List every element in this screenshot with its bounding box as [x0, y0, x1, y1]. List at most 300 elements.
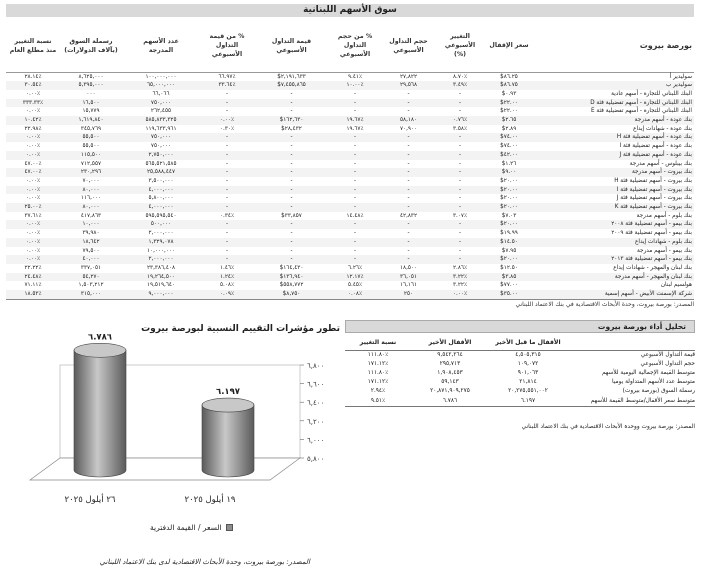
market-cell: ٦٥,٠٠٠,٠٠٠: [122, 81, 200, 90]
market-cell: ٠.٣٤٪: [219, 212, 235, 219]
bar: [74, 350, 126, 477]
market-cell: -: [436, 255, 484, 264]
market-cell: ٢,٠٠٠,٠٠٠: [148, 230, 174, 237]
market-cell: ٠.٠٨٪: [329, 290, 381, 299]
market-cell: $٢,١٩١,٦٣٣: [277, 73, 306, 80]
market-cell: -: [254, 255, 329, 264]
market-cell: -: [290, 177, 293, 184]
market-cell: -: [381, 168, 436, 177]
market-header-cell: رسملة السوق (بآلاف الدولارات): [60, 20, 122, 72]
table-row: [6, 212, 694, 221]
market-row-label: بنك عودة - أسهم مدرجة: [534, 116, 694, 125]
market-cell: -: [353, 195, 357, 202]
market-cell: -: [381, 238, 436, 247]
market-cell: -: [407, 143, 410, 150]
market-cell: ٠.٠٠٪: [25, 90, 41, 97]
analysis-cell: ١٧١.١٢٪: [367, 379, 389, 386]
market-cell: ١٠,٠٠٠: [60, 220, 122, 229]
market-cell: -: [458, 177, 462, 184]
x-tick-label: ١٩ أيلول ٢٠٢٥: [184, 495, 236, 505]
market-row-label: بنك لبنان والمهجر - أسهم مدرجة: [534, 273, 694, 282]
y-tick-label: ٦,٤٠٠: [307, 399, 325, 408]
market-cell: -: [458, 247, 462, 254]
analysis-cell: ٥٩,١٤٣: [441, 379, 459, 386]
analysis-row-label: متوسط القيمة الإجمالية اليومية للأسهم: [601, 369, 695, 376]
table-row: [6, 273, 694, 282]
analysis-cell: ٢١,٨١٤: [519, 379, 537, 386]
market-cell: -: [353, 177, 357, 184]
market-cell: ٥٥,٥٠٠: [82, 143, 100, 150]
market-cell: ٦.٢٦٪: [347, 264, 363, 271]
market-cell: ٥,٨٠٠,٠٠٠: [148, 195, 174, 202]
analysis-header-cell: الأقفال الأخير: [411, 336, 489, 350]
market-cell: ٣١٥,٠٠٠: [60, 290, 122, 299]
market-table-title: سوق الأسهم اللبنانية: [6, 4, 694, 17]
market-cell: -: [329, 151, 381, 160]
table-row: [6, 107, 694, 116]
market-cell: -: [200, 203, 254, 212]
market-cell: ٢٥.٠٠٪: [6, 203, 60, 212]
market-cell: -: [407, 230, 410, 237]
market-cell: ١٨,٥٠٠: [399, 264, 418, 271]
market-cell: ٦٦,٠٦٦: [152, 90, 170, 97]
market-table-header: [6, 20, 694, 72]
market-header-cell: التغيير الأسبوعي (%): [436, 20, 484, 72]
market-cell: ٣٧.٦١٪: [24, 212, 42, 219]
market-cell: -: [436, 133, 484, 142]
market-cell: $٧٤.٠٠: [500, 143, 518, 150]
market-cell: -: [329, 99, 381, 108]
market-cell: -: [225, 143, 229, 150]
market-cell: -: [458, 90, 462, 97]
market-row-label: بنك عودة - أسهم تفضيلية فئة H: [534, 133, 694, 142]
analysis-table-header: [345, 336, 695, 350]
market-cell: ١٩,٥١٩,٦٤٠: [146, 282, 176, 289]
market-cell: -: [200, 220, 254, 229]
table-row: [6, 160, 694, 169]
data-label: ٦.٧٨٦: [88, 332, 112, 343]
table-row: [6, 229, 694, 238]
market-cell: -: [225, 108, 229, 115]
market-cell: ٧٥٠,٠٠٠: [150, 143, 172, 150]
market-cell: ١٨.٥٣٪: [6, 290, 60, 299]
market-cell: ٢٨.١٤٪: [24, 73, 42, 80]
market-cell: ٣.٢٢٪: [452, 282, 468, 289]
table-row: [6, 177, 694, 186]
market-cell: ٠.٠٩٪: [200, 290, 254, 299]
market-cell: -: [200, 133, 254, 142]
table-row: [6, 72, 694, 81]
market-cell: -: [290, 160, 293, 167]
market-cell: $٢٠.٠٠: [484, 203, 534, 212]
market-cell: $٢٨,٤٣٢: [281, 125, 302, 132]
market-cell: $٧,٤٥٥,٨٦٥: [254, 81, 329, 90]
market-cell: ٧٠,٠٠٠: [82, 177, 100, 184]
market-cell: -: [329, 186, 381, 195]
market-header-cell: حجم التداول الأسبوعي: [381, 20, 436, 72]
market-cell: ٤٢,٨٣٢: [399, 212, 418, 219]
market-cell: ٠٠٠: [86, 90, 96, 97]
analysis-cell: ٢٩٥,٧١٣: [439, 360, 461, 367]
market-cell: $٧.٩٥: [501, 247, 517, 254]
market-cell: ٠.٠٠٪: [6, 220, 60, 229]
analysis-cell: ٤,٥٠٥,٣١٥: [515, 351, 541, 358]
legend-label: السعر / القيمة الدفترية: [150, 523, 222, 532]
market-row-label: بنك عودة - أسهم تفضيلية فئة J: [534, 151, 694, 160]
market-cell: ٠.٠٠٪: [6, 238, 60, 247]
analysis-row-label: رسملة السوق (بورصة بيروت): [622, 388, 695, 395]
market-cell: -: [290, 143, 293, 150]
analysis-cell: ٢.٩٤٪: [370, 388, 386, 395]
chart-floor: [30, 458, 300, 480]
market-cell: -: [290, 90, 293, 97]
market-cell: ١٦,١٦١: [399, 282, 418, 289]
market-row-label: بنك بيروت - أسهم تفضيلية فئة J: [616, 195, 692, 202]
market-row-label: بنك بيروت - أسهم تفضيلية فئة H: [614, 177, 692, 184]
analysis-row-label: حجم التداول الأسبوعي: [640, 360, 695, 367]
market-header-cell: سعر الإقفال: [484, 20, 534, 72]
market-cell: ٥٩٥,٥٩٥,٥٤٠: [145, 212, 177, 219]
analysis-table-source: المصدر: بورصة بيروت ووحدة الأبحاث الاقتصادية في بنك الاعتماد اللبناني: [521, 424, 695, 430]
market-header-cell: بورصة بيروت: [534, 20, 694, 72]
market-cell: ١٥,٧٧٩: [82, 108, 100, 115]
market-cell: -: [329, 133, 381, 142]
market-cell: -: [225, 230, 229, 237]
market-cell: -: [407, 247, 410, 254]
market-table: [6, 20, 694, 300]
market-cell: -: [329, 238, 381, 247]
market-cell: ٣٠.٥٤٪: [6, 81, 60, 90]
market-cell: ٠.٧٦٪: [436, 116, 484, 125]
market-cell: ٠.٠٠٪: [25, 177, 41, 184]
market-row-label: بنك بيبلوس - أسهم مدرجة: [629, 160, 692, 167]
analysis-row: [345, 360, 695, 369]
table-row: [6, 247, 694, 256]
market-cell: ٥٠٠,٠٠٠: [122, 220, 200, 229]
analysis-table: [345, 336, 695, 407]
market-cell: ٢٢.٩٨٪: [24, 125, 42, 132]
market-cell: $٧٤.٠٠: [484, 133, 534, 142]
market-cell: ١٩.٦٧٪: [346, 125, 364, 132]
market-cell: $٠.٩٣: [501, 90, 517, 97]
market-cell: $٢٠.٠٠: [500, 177, 518, 184]
market-row-label: بنك بيروت - أسهم مدرجة: [534, 168, 694, 177]
market-cell: ٨,٦٢٥,٠٠٠: [78, 73, 104, 80]
market-cell: $٣٣,٨٥٧: [281, 212, 302, 219]
market-cell: $١٩.٩٩: [500, 230, 518, 237]
market-cell: -: [290, 230, 293, 237]
market-cell: $٢٠.٠٠: [484, 186, 534, 195]
market-header-cell: % من قيمة التداول الأسبوعي: [200, 20, 254, 72]
market-cell: ٤٧.٠٠٪: [6, 168, 60, 177]
market-cell: -: [407, 195, 410, 202]
market-cell: ٢٢.٢٢٪: [24, 264, 42, 271]
analysis-cell: ٢٠,٨٧١,٩٠٩,٢٧٥: [430, 388, 470, 395]
market-cell: ١٦,٥٠٠: [60, 99, 122, 108]
market-cell: $٤٢.٠٠: [484, 151, 534, 160]
market-cell: -: [353, 230, 357, 237]
market-cell: ٣٦,٠٥١: [381, 273, 436, 282]
data-label: ٦.١٩٧: [216, 387, 240, 398]
market-cell: $١٦٢,٦٣٠: [254, 116, 329, 125]
market-cell: ٥٦٥,٥٢١,٥٨٥: [145, 160, 177, 167]
market-cell: ٢.٨٦٪: [452, 264, 468, 271]
market-cell: ٢٣,٣٨٦,٤٠٨: [146, 264, 176, 271]
market-cell: -: [353, 90, 357, 97]
table-row: [6, 99, 694, 108]
market-cell: -: [407, 108, 410, 115]
y-tick-label: ٦,٠٠٠: [307, 436, 325, 445]
market-cell: $٧.٠٣: [501, 212, 517, 219]
table-row: [6, 194, 694, 203]
market-cell: -: [381, 203, 436, 212]
market-row-label: بنك بلوم - أسهم مدرجة: [636, 212, 692, 219]
bar: [202, 405, 254, 477]
table-row: [6, 281, 694, 290]
market-cell: $٣٥.٠٠: [484, 290, 534, 299]
analysis-cell: ١١١.٨٠٪: [367, 351, 389, 358]
market-cell: -: [407, 177, 410, 184]
y-tick-label: ٦,٢٠٠: [307, 417, 325, 426]
y-tick-label: ٦,٦٠٠: [307, 380, 325, 389]
market-cell: -: [254, 186, 329, 195]
market-cell: ١.٤٦٪: [219, 264, 235, 271]
analysis-row-label: متوسط سعر الأقفال/متوسط القيمة للأسهم: [567, 397, 695, 407]
market-cell: ٠.٠٠٪: [25, 230, 41, 237]
market-cell: -: [254, 99, 329, 108]
market-cell: $٨٦.٢٥: [500, 73, 518, 80]
market-cell: ٠.٠٠٪: [25, 195, 41, 202]
market-cell: -: [353, 247, 357, 254]
market-row-label: بنك عودة - أسهم تفضيلية فئة I: [619, 143, 692, 150]
market-cell: ٥٨٥,٨٣٣,٣٢٥: [122, 116, 200, 125]
chart-title: تطور مؤشرات التقييم النسبية لبورصة بيروت: [141, 324, 340, 334]
market-cell: ٤٠,٠٠٠: [60, 255, 122, 264]
market-cell: -: [254, 238, 329, 247]
market-cell: -: [407, 160, 410, 167]
analysis-cell: ١٠٩,٠٧٢: [517, 360, 539, 367]
analysis-cell: ٩٠١,٠٦٣: [517, 369, 539, 376]
market-cell: ٠.٠٠٪: [6, 255, 60, 264]
market-cell: ١٤.٤٨٪: [346, 212, 364, 219]
market-cell: ٠.٠٠٪: [25, 108, 41, 115]
analysis-table-title: تحليل أداء بورصة بيروت: [345, 320, 695, 333]
analysis-cell: ٦.١٩٧: [489, 397, 567, 407]
market-cell: -: [436, 220, 484, 229]
analysis-header-cell: نسبة التغيير: [345, 336, 411, 350]
market-cell: -: [381, 151, 436, 160]
x-tick-label: ٢٦ أيلول ٢٠٢٥: [64, 495, 116, 505]
market-cell: -: [254, 151, 329, 160]
market-row-label: هولسيم لبنان: [660, 282, 692, 289]
market-cell: $١٤.٥٠: [484, 238, 534, 247]
market-row-label: بنك بيروت - أسهم تفضيلية فئة K: [534, 203, 694, 212]
analysis-header-cell: [567, 336, 695, 350]
market-cell: -: [436, 168, 484, 177]
market-cell: -: [458, 230, 462, 237]
market-row-label: البنك اللبناني للتجارة - أسهم تفضيلية فئة E: [591, 108, 692, 115]
market-cell: ٤١٧,٨٦٣: [80, 212, 102, 219]
market-cell: ٣٣٣.٣٣٪: [6, 99, 60, 108]
analysis-cell: ٦.٧٨٦: [411, 397, 489, 407]
table-row: [6, 151, 694, 160]
market-cell: ٢٣٠,٢٩٦: [60, 168, 122, 177]
market-cell: -: [353, 143, 357, 150]
market-cell: -: [254, 203, 329, 212]
market-cell: -: [407, 90, 410, 97]
market-cell: -: [200, 186, 254, 195]
market-cell: ١١٩,٦٣٣,٩٦١: [145, 125, 177, 132]
market-cell: -: [436, 99, 484, 108]
chart-source: المصدر: بورصة بيروت، وحدة الأبحاث الاقتصادية لدى بنك الاعتماد اللبناني: [99, 558, 310, 566]
market-cell: ٤,٠٠٠,٠٠٠: [122, 203, 200, 212]
analysis-cell: ٩,٥٤٢,٢٦٤: [437, 351, 463, 358]
market-cell: -: [381, 133, 436, 142]
analysis-row-label: قيمة التداول الأسبوعي: [640, 351, 695, 358]
market-cell: -: [254, 133, 329, 142]
market-row-label: سوليدير أ: [669, 73, 692, 80]
market-cell: ١١٦,٠٠٠: [80, 195, 102, 202]
market-cell: ٥.٤٥٪: [347, 282, 363, 289]
market-cell: -: [436, 151, 484, 160]
valuation-chart: [0, 332, 345, 520]
market-cell: $١.٢٦: [501, 160, 517, 167]
table-row: [6, 116, 694, 125]
market-cell: -: [290, 108, 293, 115]
market-cell: $٥٥٨,٧٧٢: [279, 282, 304, 289]
table-row: [6, 255, 694, 264]
analysis-cell: ١٧١.١٢٪: [367, 360, 389, 367]
market-cell: ١٠.٠٠٪: [329, 81, 381, 90]
market-cell: -: [329, 255, 381, 264]
market-cell: -: [225, 247, 229, 254]
market-cell: -: [200, 255, 254, 264]
table-row: [6, 186, 694, 195]
table-row: [6, 238, 694, 247]
market-row-label: بنك بيمو - أسهم مدرجة: [637, 247, 692, 254]
market-cell: ٠.٠٠٪: [6, 133, 60, 142]
market-cell: ٢٥٠: [381, 290, 436, 299]
market-row-label: بنك بيروت - أسهم تفضيلية فئة I: [534, 186, 694, 195]
market-cell: ٠.٠٠٪: [25, 247, 41, 254]
market-cell: -: [436, 186, 484, 195]
bar-top: [74, 343, 126, 357]
market-cell: $٢٢.٠٠: [484, 99, 534, 108]
market-row-label: البنك اللبناني للتجارة - أسهم عادية: [611, 90, 692, 97]
y-tick-label: ٦,٨٠٠: [307, 362, 325, 370]
market-cell: $٢٠.٠٠: [484, 255, 534, 264]
analysis-header-cell: الأقفال ما قبل الأخير: [489, 336, 567, 350]
market-cell: ٥٥,٥٠٠: [60, 133, 122, 142]
market-cell: ٢٦٢,٤٥٥: [150, 108, 172, 115]
legend-swatch: [226, 524, 233, 531]
market-cell: $٢.٦٥: [484, 116, 534, 125]
market-header-cell: نسبة التغيير منذ مطلع العام: [6, 20, 60, 72]
analysis-row: [345, 350, 695, 360]
market-cell: ٣٤٥,٧٦٩: [80, 125, 102, 132]
market-cell: -: [458, 143, 462, 150]
market-cell: ٤,٠٠٠,٠٠٠: [122, 186, 200, 195]
market-cell: -: [329, 168, 381, 177]
market-cell: ٣٣٧,٠٥١: [80, 264, 102, 271]
analysis-row-label: متوسط عدد الأسهم المتداولة يوميا: [612, 379, 695, 386]
market-cell: ٠.٠٠٪: [6, 186, 60, 195]
table-row: [6, 142, 694, 151]
market-cell: ٣.٤٩٪: [436, 81, 484, 90]
market-cell: -: [200, 168, 254, 177]
market-cell: ٣٩,٩٨٠: [82, 230, 100, 237]
market-cell: ٥,٣٩٥,٠٠٠: [60, 81, 122, 90]
market-cell: $٢.٨٩: [501, 125, 517, 132]
analysis-cell: ٩.٥١٪: [345, 397, 411, 407]
market-cell: -: [225, 160, 229, 167]
market-cell: -: [329, 220, 381, 229]
analysis-cell: ١١١.٨٠٪: [367, 369, 389, 376]
market-cell: $٢٠.٠٠: [484, 220, 534, 229]
market-cell: -: [290, 195, 293, 202]
analysis-row: [345, 397, 695, 407]
market-cell: $١٢.٥٠: [500, 264, 518, 271]
table-row: [6, 168, 694, 177]
market-cell: -: [436, 238, 484, 247]
market-cell: ١١٥,٥٠٠: [60, 151, 122, 160]
market-cell: ٧١٢,٥٥٧: [80, 160, 102, 167]
y-tick-label: ٥,٨٠٠: [307, 455, 325, 463]
analysis-row: [345, 378, 695, 387]
market-cell: -: [458, 108, 462, 115]
market-cell: ٣.٠٧٪: [452, 212, 468, 219]
market-cell: -: [381, 220, 436, 229]
market-row-label: البنك اللبناني للتجارة - أسهم تفضيلية فئة D: [534, 99, 694, 108]
table-row: [6, 125, 694, 134]
market-cell: -: [254, 220, 329, 229]
market-cell: ٣,٥٠٠,٠٠٠: [148, 177, 174, 184]
table-row: [6, 264, 694, 273]
market-row-label: بنك لبنان والمهجر - شهادات إيداع: [613, 264, 692, 271]
market-cell: -: [381, 255, 436, 264]
market-cell: -: [254, 168, 329, 177]
market-cell: ٤٧.٠٠٪: [24, 160, 42, 167]
market-row-label: بنك بيمو - أسهم تفضيلية فئة ٢٠٠٩: [611, 230, 692, 237]
market-cell: -: [290, 247, 293, 254]
market-cell: ٥٨,١٨٠: [381, 116, 436, 125]
market-cell: $٢٠.٠٠: [500, 195, 518, 202]
market-cell: ١,٥٠٣,٢١٢: [78, 282, 104, 289]
market-cell: ١,٦١٩,٨٤٠: [60, 116, 122, 125]
market-cell: ٢,٠٠٠,٠٠٠: [122, 255, 200, 264]
market-cell: ٠.٠٠٪: [200, 116, 254, 125]
market-cell: ٨.٧٠٪: [452, 73, 468, 80]
market-cell: $١٣٦,٩٤٠: [254, 273, 329, 282]
market-cell: -: [329, 203, 381, 212]
market-cell: ٠.٠٠٪: [25, 143, 41, 150]
market-cell: $٨٦.٧٥: [484, 81, 534, 90]
table-row: [6, 133, 694, 142]
market-cell: -: [381, 99, 436, 108]
market-cell: ٧٠,٩٠٠: [399, 125, 418, 132]
table-row: [6, 290, 694, 299]
market-cell: ٠.٠٠٪: [436, 290, 484, 299]
market-row-label: بنك بيمو - أسهم تفضيلية فئة ٢٠١٣: [534, 255, 694, 264]
market-cell: ٢٥,٥٨٨,٤٤٧: [122, 168, 200, 177]
market-cell: -: [200, 151, 254, 160]
analysis-row: [345, 369, 695, 378]
market-cell: $٢٢.٠٠: [500, 108, 518, 115]
market-header-cell: عدد الأسهم المدرجة: [122, 20, 200, 72]
market-cell: ٥٤,٢٧٠: [60, 273, 122, 282]
analysis-cell: ١,٩٠٨,٤٥٣: [437, 369, 463, 376]
market-row-label: سوليدير ب: [534, 81, 694, 90]
